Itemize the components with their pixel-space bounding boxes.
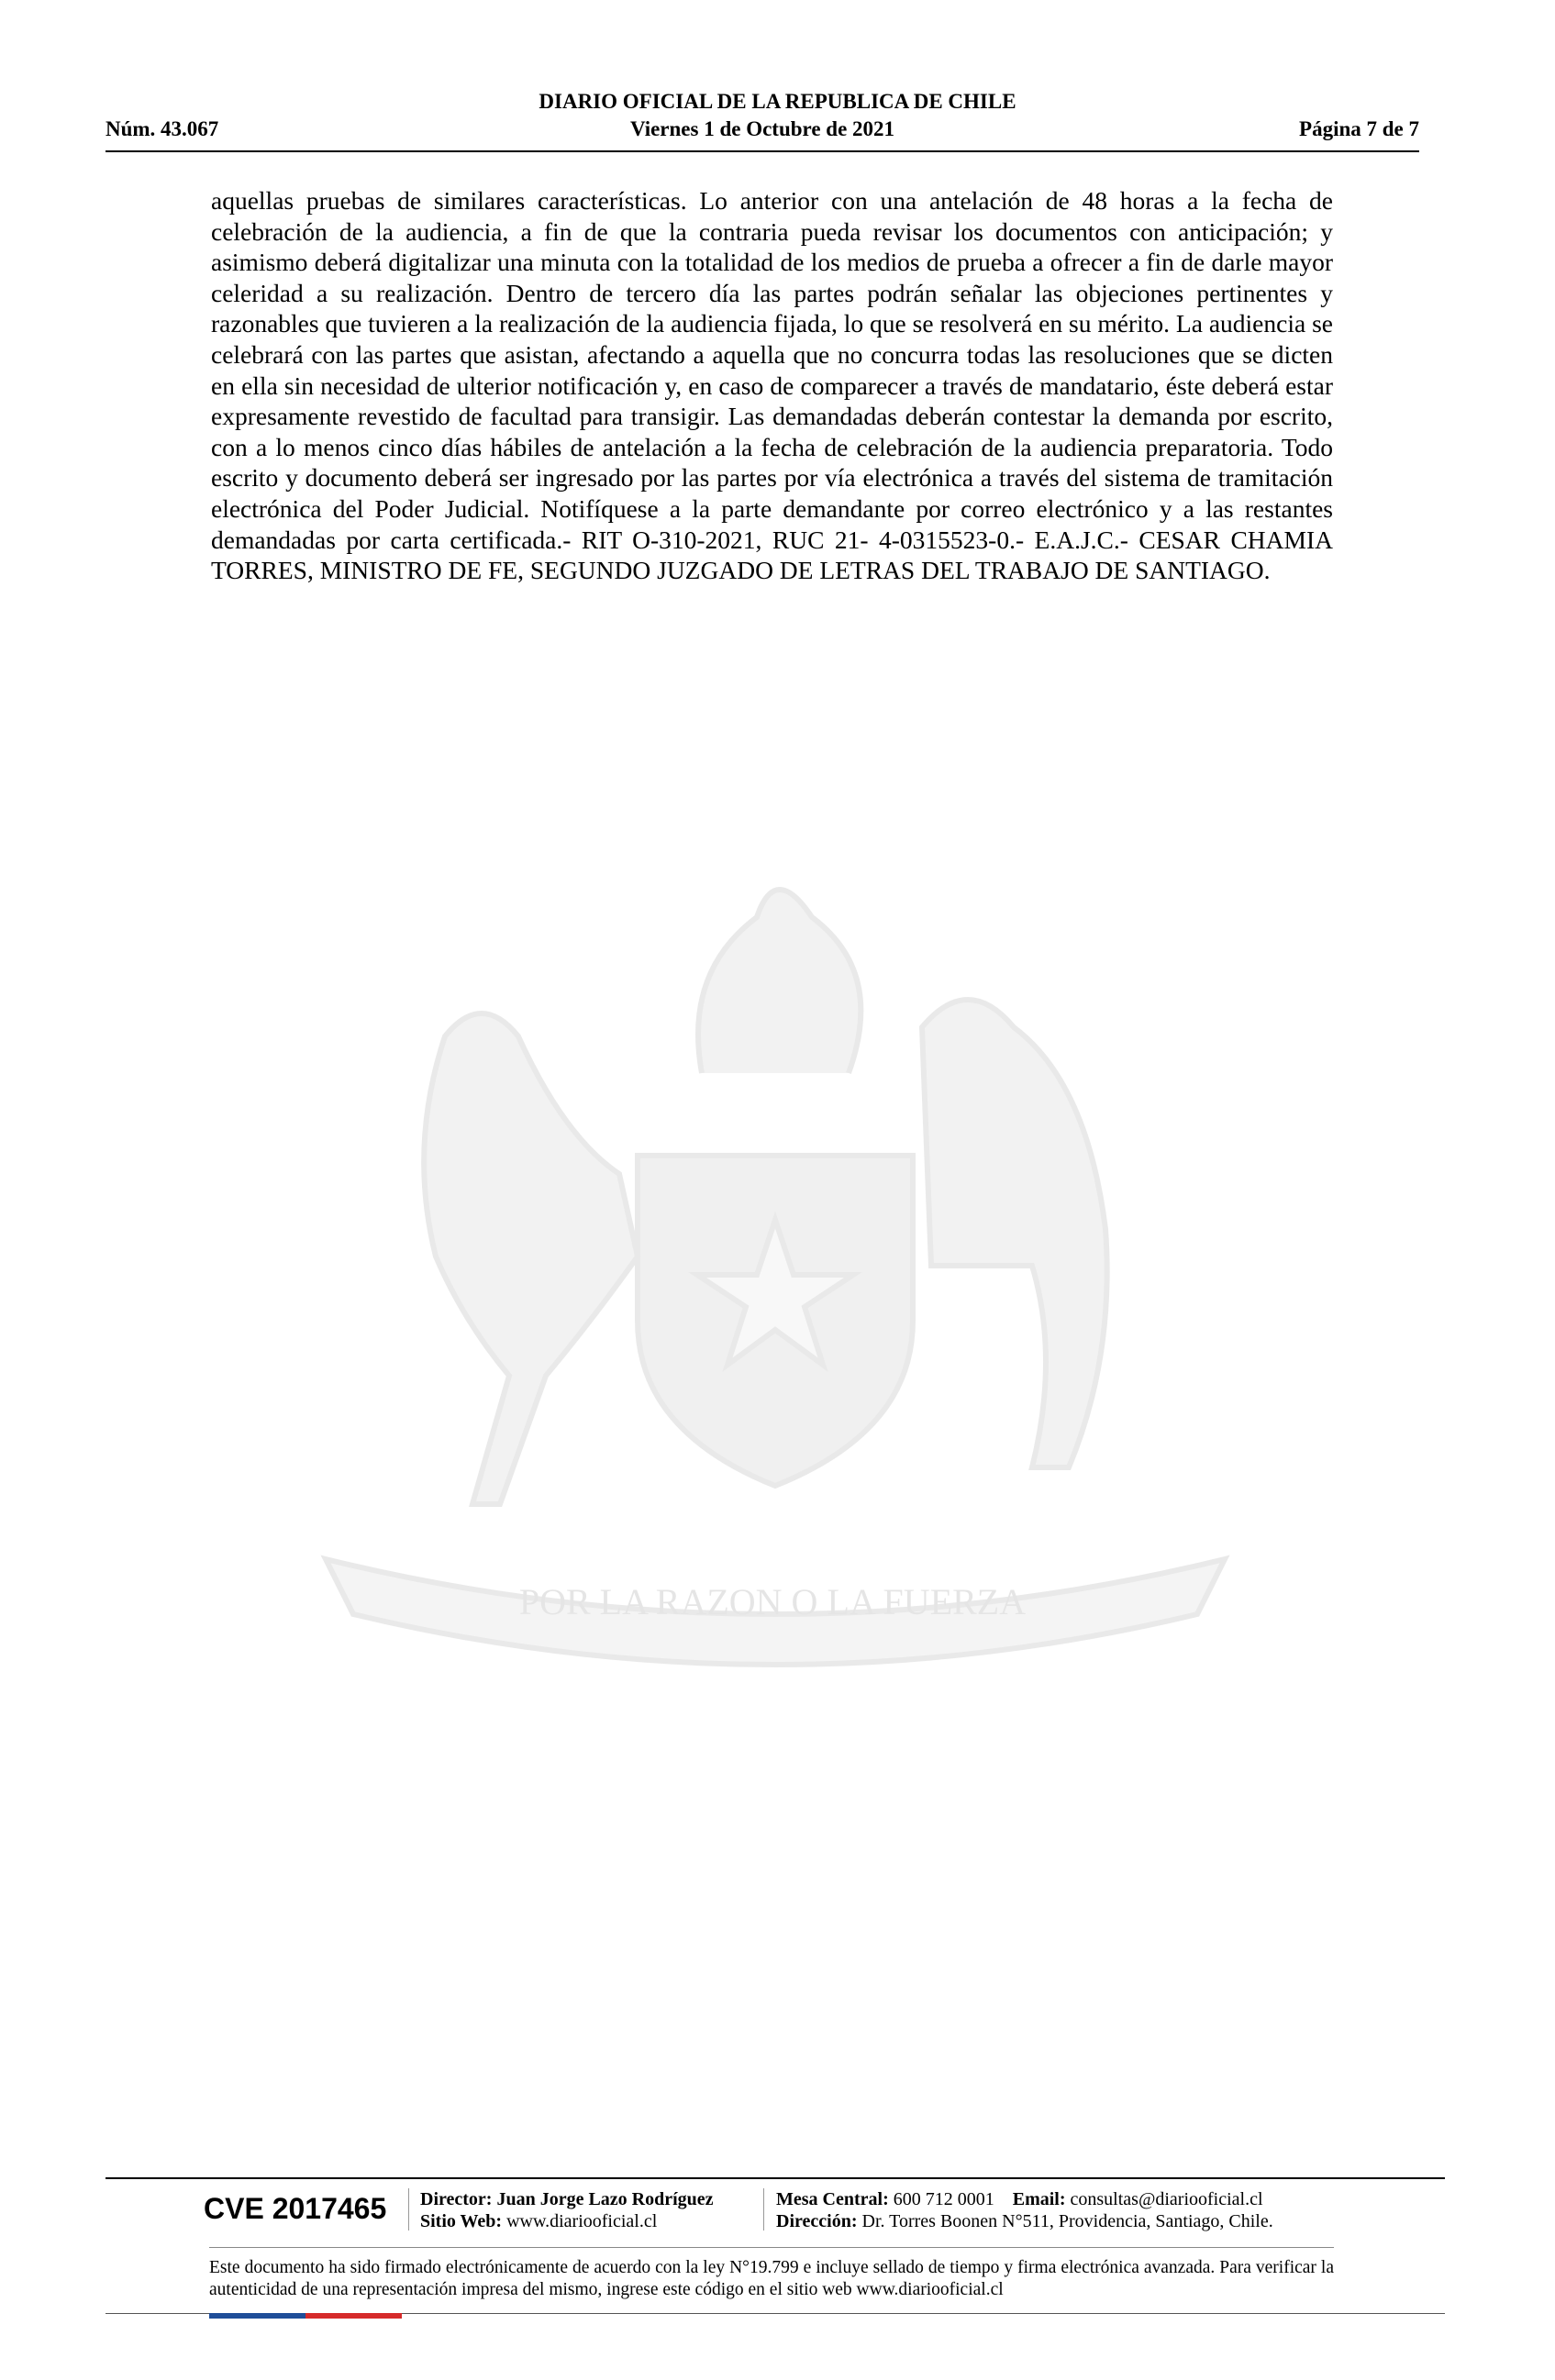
chilean-coat-of-arms-icon xyxy=(206,844,1339,1669)
mesa-value: 600 712 0001 xyxy=(893,2189,994,2209)
cve-code: CVE 2017465 xyxy=(204,2192,387,2225)
issue-number: Núm. 43.067 xyxy=(106,117,219,140)
flag-stripe-red xyxy=(305,2313,402,2319)
director-label: Director: xyxy=(420,2189,493,2209)
director-name: Juan Jorge Lazo Rodríguez xyxy=(496,2189,714,2209)
body-paragraph: aquellas pruebas de similares características. Lo anterior con una antelación de 48 horas a la fecha de celebración de la audiencia, a fin de que la contraria pueda revisar los documentos con anticipación; y asimismo deberá digitalizar una minuta con la totalidad de los medios de prueba a ofrecer a fin de darle mayor celeridad a su realización. Dentro de tercero día las partes podrán señalar las objeciones pertinentes y razonables que tuvieren a la realización de la audiencia fijada, lo que se resolverá en su mérito. La audiencia se celebrará con las partes que asistan, afectando a aquella que no concurra todas las resoluciones que se dicten en ella sin necesidad de ulterior notificación y, en caso de comparecer a través de mandatario, éste deberá estar expresamente revestido de facultad para transigir. Las demandadas deberán contestar la demanda por escrito, con a lo menos cinco días hábiles de antelación a la fecha de celebración de la audiencia preparatoria. Todo escrito y documento deberá ser ingresado por las partes por vía electrónica a través del sistema de tramitación electrónica del Poder Judicial. Notifíquese a la parte demandante por correo electrónico y a las restantes demandadas por carta certificada.- RIT O-310-2021, RUC 21- 4-0315523-0.- E.A.J.C.- CESAR CHAMIA TORRES, MINISTRO DE FE, SEGUNDO JUZGADO DE LETRAS DEL TRABAJO DE SANTIAGO. xyxy=(211,186,1333,585)
footer-separator xyxy=(408,2188,409,2231)
footer-separator xyxy=(763,2188,764,2231)
issue-date: Viernes 1 de Octubre de 2021 xyxy=(629,117,895,140)
coat-of-arms-motto: POR LA RAZON O LA FUERZA xyxy=(518,1581,1027,1622)
website-label: Sitio Web: xyxy=(420,2211,503,2231)
mesa-label: Mesa Central: xyxy=(776,2189,889,2209)
signature-note: Este documento ha sido firmado electrónicamente de acuerdo con la ley N°19.799 e incluye sellado de tiempo y firma electrónica avanzada. Para verificar la autenticidad de una representación impresa del mismo, ingrese este código en el sitio web www.diariooficial.cl xyxy=(209,2258,1334,2299)
header-divider xyxy=(106,150,1419,152)
address-label: Dirección: xyxy=(776,2211,858,2231)
header-row xyxy=(106,117,1419,145)
footer-mid-rule xyxy=(209,2247,1334,2248)
contact-line xyxy=(776,2188,1263,2210)
website-line xyxy=(420,2210,657,2232)
header-title: DIARIO OFICIAL DE LA REPUBLICA DE CHILE xyxy=(539,90,1016,113)
email-label: Email: xyxy=(1012,2189,1066,2209)
director-line xyxy=(420,2188,714,2210)
address-line xyxy=(776,2210,1273,2232)
email-link[interactable]: consultas@diariooficial.cl xyxy=(1070,2189,1263,2209)
website-link[interactable]: www.diariooficial.cl xyxy=(506,2211,658,2231)
flag-stripe-blue xyxy=(209,2313,305,2319)
page-number: Página 7 de 7 xyxy=(1299,117,1419,140)
address-value: Dr. Torres Boonen N°511, Providencia, Santiago, Chile. xyxy=(861,2211,1273,2231)
footer-top-rule xyxy=(106,2177,1445,2179)
